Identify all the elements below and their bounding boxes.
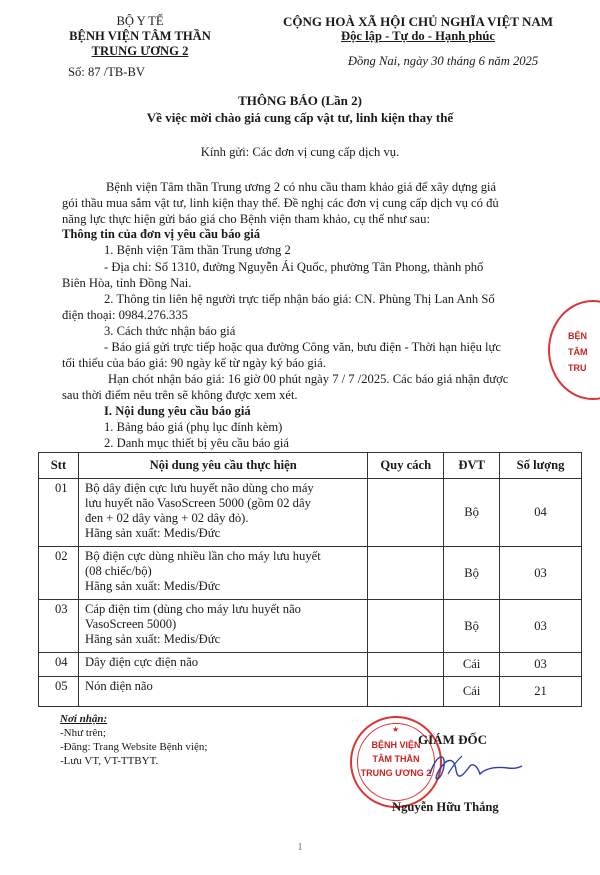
- edge-stamp: [548, 300, 600, 400]
- intro-line-3: năng lực thực hiện gửi báo giá cho Bệnh viện tham khảo, cụ thể như sau:: [62, 212, 430, 226]
- recipient-item: -Lưu VT, VT-TTBYT.: [60, 755, 159, 767]
- row-description: [78, 479, 367, 547]
- row-quantity: 03: [500, 600, 582, 653]
- row-specification: [368, 653, 444, 677]
- stamp-star-icon: ★: [392, 725, 400, 734]
- edge-stamp-line-1: BỆN: [568, 331, 588, 341]
- row-unit: Bộ: [444, 547, 500, 600]
- deadline-line-2: sau thời điểm nêu trên sẽ không được xem xét.: [62, 388, 298, 402]
- table-row: [39, 677, 582, 707]
- desc-line: Dây điện cực điện não: [84, 655, 199, 669]
- page-number: 1: [297, 841, 303, 853]
- signature-image: [418, 744, 528, 794]
- row-specification: [368, 677, 444, 707]
- row-quantity: 21: [500, 677, 582, 707]
- requirement-2: 2. Danh mục thiết bị yêu cầu báo giá: [104, 436, 290, 450]
- row-description: [78, 677, 367, 707]
- table-row: [39, 547, 582, 600]
- stamp-line-3: TRUNG ƯƠNG 2: [360, 768, 432, 778]
- items-table: [38, 452, 582, 707]
- desc-line: Bộ dây điện cực lưu huyết não dùng cho máy: [84, 481, 314, 495]
- method-line-2: tối thiểu của báo giá: 90 ngày kể từ ngày ký báo giá.: [62, 356, 326, 370]
- row-stt: 03: [39, 600, 79, 653]
- method-heading: 3. Cách thức nhận báo giá: [104, 324, 236, 338]
- place-date: Đồng Nai, ngày 30 tháng 6 năm 2025: [347, 54, 539, 68]
- hospital-name-line1: BỆNH VIỆN TÂM THẦN: [69, 29, 211, 43]
- section-requirements-heading: I. Nội dung yêu cầu báo giá: [104, 404, 251, 418]
- desc-line: Hãng sản xuất: Medis/Đức: [84, 526, 221, 540]
- stamp-line-1: BỆNH VIỆN: [371, 740, 421, 750]
- section-info-heading: Thông tin của đơn vị yêu cầu báo giá: [62, 227, 261, 241]
- desc-line: VasoScreen 5000): [84, 617, 177, 631]
- edge-stamp-line-3: TRU: [568, 363, 587, 373]
- method-line-1: - Báo giá gửi trực tiếp hoặc qua đường Công văn, bưu điện - Thời hạn hiệu lực: [104, 340, 501, 354]
- desc-line: lưu huyết não VasoScreen 5000 (gồm 02 dây: [84, 496, 311, 510]
- recipients-title: Nơi nhận:: [60, 713, 108, 725]
- signer-title: GIÁM ĐỐC: [418, 732, 487, 747]
- row-stt: 01: [39, 479, 79, 547]
- address-line-1: - Địa chỉ: Số 1310, đường Nguyễn Ái Quốc, phường Tân Phong, thành phố: [104, 260, 484, 274]
- header-quantity: Số lượng: [500, 453, 582, 479]
- row-description: [78, 653, 367, 677]
- header-stt: Stt: [39, 453, 79, 479]
- requirement-1: 1. Bảng báo giá (phụ lục đính kèm): [104, 420, 283, 434]
- recipients-block: [60, 712, 207, 768]
- table-header-row: [39, 453, 582, 479]
- row-specification: [368, 600, 444, 653]
- row-specification: [368, 547, 444, 600]
- recipient-line: Kính gửi: Các đơn vị cung cấp dịch vụ.: [200, 145, 400, 159]
- row-stt: 04: [39, 653, 79, 677]
- issuer-block: [40, 14, 240, 80]
- row-specification: [368, 479, 444, 547]
- row-unit: Bộ: [444, 479, 500, 547]
- document-number: Số: 87 /TB-BV: [68, 65, 145, 79]
- recipient-item: -Như trên;: [60, 727, 106, 739]
- national-header: [248, 14, 588, 69]
- row-unit: Cái: [444, 653, 500, 677]
- desc-line: Hãng sản xuất: Medis/Đức: [84, 632, 221, 646]
- header-specification: Quy cách: [368, 453, 444, 479]
- stamp-line-2: TÂM THẦN: [372, 754, 420, 764]
- deadline-line-1: Hạn chót nhận báo giá: 16 giờ 00 phút ngày 7 / 7 /2025. Các báo giá nhận được: [108, 372, 509, 386]
- ministry-name: BỘ Y TẾ: [116, 14, 164, 28]
- desc-line: (08 chiếc/bộ): [84, 564, 152, 578]
- notice-subject: Về việc mời chào giá cung cấp vật tư, linh kiện thay thế: [146, 110, 454, 125]
- row-description: [78, 547, 367, 600]
- row-stt: 02: [39, 547, 79, 600]
- row-stt: 05: [39, 677, 79, 707]
- desc-line: Bộ điện cực dùng nhiều lần cho máy lưu huyết: [84, 549, 321, 563]
- header-unit: ĐVT: [444, 453, 500, 479]
- row-unit: Bộ: [444, 600, 500, 653]
- contact-line-1: 2. Thông tin liên hệ người trực tiếp nhận báo giá: CN. Phùng Thị Lan Anh Số: [104, 292, 495, 306]
- row-quantity: 04: [500, 479, 582, 547]
- recipient-item: -Đăng: Trang Website Bệnh viện;: [60, 741, 208, 753]
- signer-name: Nguyễn Hữu Thắng: [392, 800, 499, 814]
- intro-line-2: gói thầu mua sắm vật tư, linh kiện thay thế. Đề nghị các đơn vị cung cấp dịch vụ có đủ: [62, 196, 499, 210]
- desc-line: Cáp điện tim (dùng cho máy lưu huyết não: [84, 602, 301, 616]
- info-item-1: 1. Bệnh viện Tâm thần Trung ương 2: [104, 243, 291, 257]
- row-unit: Cái: [444, 677, 500, 707]
- header-description: Nội dung yêu cầu thực hiện: [78, 453, 367, 479]
- desc-line: Hãng sản xuất: Medis/Đức: [84, 579, 221, 593]
- edge-stamp-line-2: TÂM: [568, 347, 588, 357]
- national-motto: Độc lập - Tự do - Hạnh phúc: [341, 29, 495, 43]
- row-quantity: 03: [500, 547, 582, 600]
- desc-line: đen + 02 dây vàng + 02 dây đỏ).: [84, 511, 249, 525]
- intro-line-1: Bệnh viện Tâm thần Trung ương 2 có nhu cầu tham khảo giá để xây dựng giá: [106, 180, 497, 194]
- desc-line: Nón điện não: [84, 679, 153, 693]
- table-row: [39, 653, 582, 677]
- address-line-2: Biên Hòa, tỉnh Đồng Nai.: [62, 276, 192, 290]
- notice-title: THÔNG BÁO (Lần 2): [238, 93, 362, 108]
- row-quantity: 03: [500, 653, 582, 677]
- row-description: [78, 600, 367, 653]
- contact-line-2: điện thoại: 0984.276.335: [62, 308, 188, 322]
- country-name: CỘNG HOÀ XÃ HỘI CHỦ NGHĨA VIỆT NAM: [282, 14, 554, 29]
- table-row: [39, 479, 582, 547]
- hospital-name-line2: TRUNG ƯƠNG 2: [91, 44, 189, 58]
- table-row: [39, 600, 582, 653]
